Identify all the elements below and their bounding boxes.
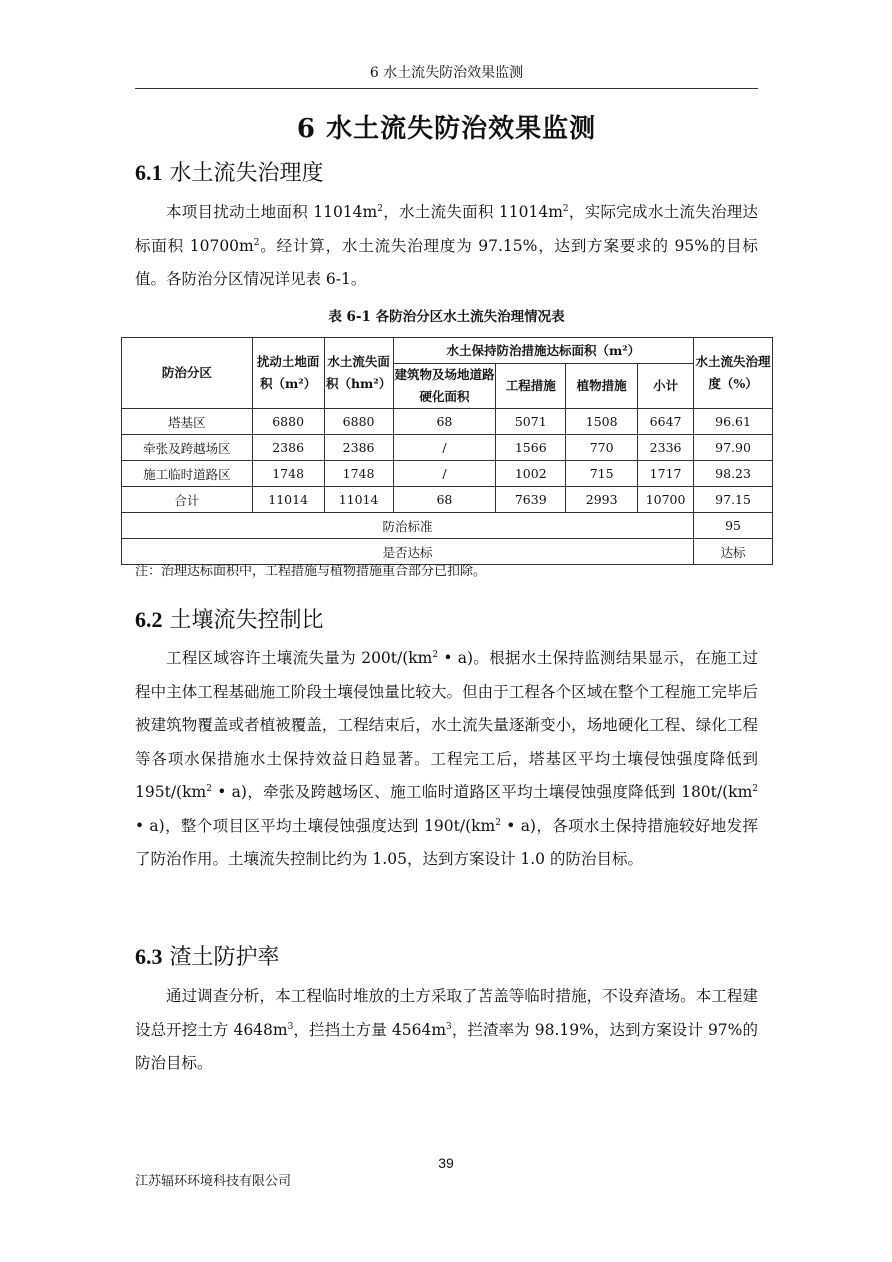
- table-cell: 2386: [324, 435, 393, 461]
- table-cell: 2386: [252, 435, 324, 461]
- chapter-title: 6 水土流失防治效果监测: [296, 114, 597, 144]
- table-cell: 5071: [496, 409, 566, 435]
- table-cell: 770: [566, 435, 638, 461]
- superscript: 2: [377, 203, 383, 214]
- superscript: 2: [432, 649, 439, 660]
- table-cell: 2336: [638, 435, 694, 461]
- header-engineering: 工程措施: [496, 364, 566, 409]
- section-paragraph: [135, 642, 758, 877]
- text-run: 工程区域容许土壤流失量为 200t/(km: [166, 649, 433, 667]
- table-cell: 11014: [252, 487, 324, 513]
- table-cell: 6880: [252, 409, 324, 435]
- table-cell: 6647: [638, 409, 694, 435]
- text-run: • a)，牵张及跨越场区、施工临时道路区平均土壤侵蚀强度降低到 180t/(km: [211, 783, 753, 801]
- text-run: • a)，整个项目区平均土壤侵蚀强度达到 190t/(km: [135, 816, 496, 835]
- header-plant: 植物措施: [566, 364, 638, 409]
- compliance-label: 是否达标: [122, 539, 694, 565]
- table-cell: 97.90: [694, 435, 773, 461]
- superscript: 2: [562, 203, 569, 214]
- control-degree-table: [121, 337, 773, 565]
- header-disturbed-area: 扰动土地面积（m²）: [252, 338, 324, 409]
- table-cell: 97.15: [694, 487, 773, 513]
- header-measures-group: 水土保持防治措施达标面积（m²）: [393, 338, 694, 364]
- table-cell: 10700: [638, 487, 694, 513]
- table-row-standard: [122, 513, 773, 539]
- table-caption: 表 6-1 各防治分区水土流失治理情况表: [328, 309, 565, 325]
- standard-value: 95: [694, 513, 773, 539]
- table-cell: 1748: [324, 461, 393, 487]
- header-erosion-area: 水土流失面积（hm²）: [324, 338, 393, 409]
- table-row: [122, 409, 773, 435]
- table-cell: 2993: [566, 487, 638, 513]
- section-number: 6.2: [135, 607, 163, 632]
- table-cell: 96.61: [694, 409, 773, 435]
- compliance-value: 达标: [694, 539, 773, 565]
- superscript: 2: [206, 783, 212, 794]
- text-run: 本项目扰动土地面积 11014m: [166, 203, 378, 221]
- table-cell: 塔基区: [122, 409, 253, 435]
- table-cell: 合计: [122, 487, 253, 513]
- table-cell: 98.23: [694, 461, 773, 487]
- section-title-6-1: [135, 156, 324, 187]
- header-building-road: 建筑物及场地道路硬化面积: [393, 364, 496, 409]
- table-row-total: [122, 487, 773, 513]
- text-run: ，实际完成水土流失治理达标面积 10700m: [135, 203, 759, 255]
- superscript: 3: [446, 1021, 452, 1032]
- section-paragraph: [135, 196, 758, 297]
- superscript: 2: [495, 817, 501, 828]
- table-cell: 1002: [496, 461, 566, 487]
- table-cell: 68: [393, 487, 496, 513]
- section-number: 6.3: [135, 944, 163, 969]
- table-cell: 1717: [638, 461, 694, 487]
- superscript: 2: [253, 237, 260, 248]
- page-number: 39: [438, 1155, 454, 1171]
- running-header: 6 水土流失防治效果监测: [135, 62, 758, 89]
- table-cell: 1748: [252, 461, 324, 487]
- table-cell: 牵张及跨越场区: [122, 435, 253, 461]
- table-cell: 1566: [496, 435, 566, 461]
- footer-company: 江苏辐环环境科技有限公司: [135, 1174, 292, 1189]
- table-row: [122, 435, 773, 461]
- header-zone: 防治分区: [122, 338, 253, 409]
- section-title-6-2: [135, 603, 324, 634]
- superscript: 2: [752, 783, 758, 794]
- section-paragraph: [135, 980, 758, 1081]
- table-cell: 7639: [496, 487, 566, 513]
- table-note: 注：治理达标面积中，工程措施与植物措施重合部分已扣除。: [135, 564, 487, 579]
- text-run: • a)，各项水土保持措施较好地发挥了防治作用。土壤流失控制比约为 1.05，达到方案设计 1.0 的防治目标。: [135, 816, 758, 868]
- standard-label: 防治标准: [122, 513, 694, 539]
- section-title-6-3: [135, 940, 280, 971]
- table-row: [122, 461, 773, 487]
- section-number: 6.1: [135, 160, 163, 185]
- table-cell: 6880: [324, 409, 393, 435]
- text-run: ，水土流失面积 11014m: [382, 203, 563, 221]
- section-heading-text: 渣土防护率: [169, 945, 280, 970]
- text-run: ，拦渣率为 98.19%，达到方案设计 97%的防治目标。: [135, 1020, 758, 1072]
- table-cell: 1508: [566, 409, 638, 435]
- text-run: 通过调查分析，本工程临时堆放的土方采取了苫盖等临时措施，不设弃渣场。本工程建设总开挖土方 4648m: [135, 987, 758, 1039]
- text-run: • a)。根据水土保持监测结果显示，在施工过程中主体工程基础施工阶段土壤侵蚀量比较大。但由于工程各个区域在整个工程施工完毕后被建筑物覆盖或者植被覆盖，工程结束后，水土流失量逐渐变小，场地硬化工程、绿化工程等各项水保措施水土保持效益日趋显著。工程完工后，塔基区平均土壤侵蚀强度降低到 195t/(km: [135, 649, 758, 801]
- text-run: ，拦挡土方量 4564m: [293, 1020, 447, 1039]
- table-cell: /: [393, 435, 496, 461]
- table-cell: /: [393, 461, 496, 487]
- table-cell: 11014: [324, 487, 393, 513]
- section-heading-text: 土壤流失控制比: [169, 608, 324, 633]
- header-subtotal: 小计: [638, 364, 694, 409]
- header-control-degree: 水土流失治理度（%）: [694, 338, 773, 409]
- superscript: 3: [287, 1021, 294, 1032]
- table-cell: 施工临时道路区: [122, 461, 253, 487]
- table-cell: 68: [393, 409, 496, 435]
- section-heading-text: 水土流失治理度: [169, 161, 324, 186]
- table-cell: 715: [566, 461, 638, 487]
- text-run: 。经计算，水土流失治理度为 97.15%，达到方案要求的 95%的目标值。各防治分区情况详见表 6-1。: [135, 236, 758, 288]
